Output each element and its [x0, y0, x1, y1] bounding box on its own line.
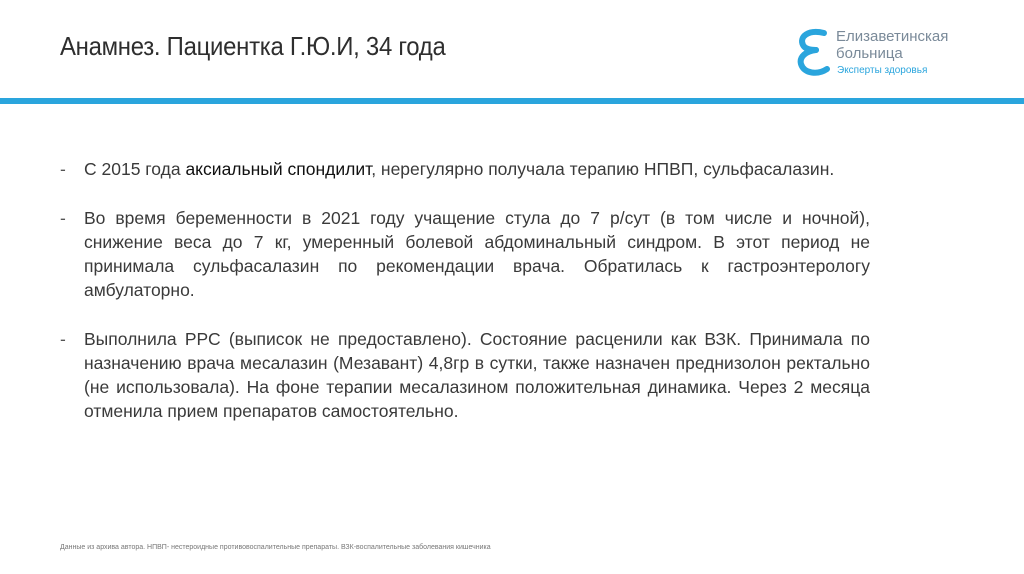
logo-name-line2: больница [836, 45, 903, 62]
logo-e-mark-icon [796, 26, 830, 78]
anamnesis-list [60, 157, 870, 448]
item-1-text-start: С 2015 года [84, 159, 186, 179]
logo-tagline: Эксперты здоровья [837, 65, 928, 76]
item-2-text: Во время беременности в 2021 году учащение стула до 7 р/сут (в том числе и ночной), снижение веса до 7 кг, умеренный болевой абдоминальный синдром. В этот период не принимала сульфасалазин по рекомендации врача. Обратилась к гастроэнтерологу амбулаторно. [84, 208, 870, 300]
anamnesis-item-1 [60, 157, 870, 181]
bullet-dash: - [60, 329, 66, 349]
bullet-dash: - [60, 159, 66, 179]
footnote: Данные из архива автора. НПВП- нестероидные противовоспалительные препараты. ВЗК-воспалительные заболевания кишечника [60, 544, 491, 551]
anamnesis-item-3 [60, 327, 870, 423]
item-1-text-end: , нерегулярно получала терапию НПВП, сульфасалазин. [371, 159, 835, 179]
item-3-text: Выполнила РРС (выписок не предоставлено). Состояние расценили как ВЗК. Принимала по назначению врача месалазин (Мезавант) 4,8гр в сутки, также назначен преднизолон ректально (не использовала). На фоне терапии месалазином положительная динамика. Через 2 месяца отменила прием препаратов самостоятельно. [84, 329, 870, 421]
hospital-logo [796, 26, 996, 82]
diagnosis-highlight: аксиальный спондилит [185, 159, 372, 179]
slide-title: Анамнез. Пациентка Г.Ю.И, 34 года [60, 31, 446, 61]
logo-name-line1: Елизаветинская [836, 28, 949, 45]
header-divider [0, 98, 1024, 104]
bullet-dash: - [60, 208, 66, 228]
anamnesis-item-2 [60, 206, 870, 302]
